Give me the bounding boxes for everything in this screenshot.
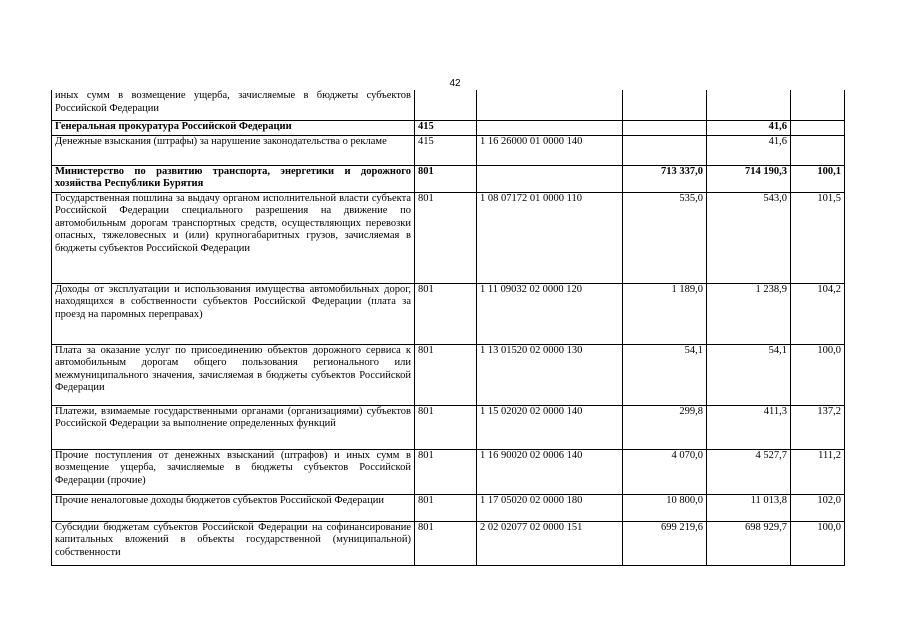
- admin-code-cell: 801: [415, 165, 477, 192]
- execution-percent-cell: 100,0: [791, 521, 845, 565]
- actual-amount-cell: 41,6: [707, 135, 791, 165]
- revenue-name-cell: иных сумм в возмещение ущерба, зачисляемые в бюджеты субъектов Российской Федерации: [52, 90, 415, 120]
- execution-percent-cell: 100,0: [791, 344, 845, 405]
- execution-percent-cell: [791, 135, 845, 165]
- table-row: [52, 344, 845, 405]
- actual-amount-cell: 543,0: [707, 192, 791, 283]
- actual-amount-cell: 4 527,7: [707, 449, 791, 494]
- execution-percent-cell: 101,5: [791, 192, 845, 283]
- budget-classification-code-cell: [477, 120, 623, 135]
- admin-code-cell: 801: [415, 344, 477, 405]
- admin-code-cell: 415: [415, 120, 477, 135]
- planned-amount-cell: 1 189,0: [623, 283, 707, 344]
- admin-code-cell: [415, 90, 477, 120]
- planned-amount-cell: 699 219,6: [623, 521, 707, 565]
- admin-code-cell: 801: [415, 449, 477, 494]
- budget-classification-code-cell: [477, 165, 623, 192]
- admin-code-cell: 801: [415, 283, 477, 344]
- admin-code-cell: 801: [415, 494, 477, 521]
- table-row: [52, 165, 845, 192]
- revenue-name-cell: Генеральная прокуратура Российской Федерации: [52, 120, 415, 135]
- table-row: [52, 521, 845, 565]
- planned-amount-cell: 4 070,0: [623, 449, 707, 494]
- table-row: [52, 135, 845, 165]
- page-number: 42: [449, 78, 461, 89]
- planned-amount-cell: 713 337,0: [623, 165, 707, 192]
- planned-amount-cell: 54,1: [623, 344, 707, 405]
- table-row: [52, 192, 845, 283]
- revenue-name-cell: Прочие поступления от денежных взысканий (штрафов) и иных сумм в возмещение ущерба, зачисляемые в бюджеты субъектов Российской Федерации (прочие): [52, 449, 415, 494]
- budget-revenue-table: [51, 90, 845, 566]
- admin-code-cell: 415: [415, 135, 477, 165]
- revenue-name-cell: Плата за оказание услуг по присоединению объектов дорожного сервиса к автомобильным дорогам общего пользования регионального или межмуниципального значения, зачисляемая в бюджеты субъектов Российской Федерации: [52, 344, 415, 405]
- budget-classification-code-cell: 1 15 02020 02 0000 140: [477, 405, 623, 449]
- execution-percent-cell: 137,2: [791, 405, 845, 449]
- admin-code-cell: 801: [415, 521, 477, 565]
- table-row: [52, 494, 845, 521]
- actual-amount-cell: 698 929,7: [707, 521, 791, 565]
- table-body: [52, 90, 845, 565]
- execution-percent-cell: 100,1: [791, 165, 845, 192]
- table-row: [52, 283, 845, 344]
- execution-percent-cell: 102,0: [791, 494, 845, 521]
- table-row: [52, 120, 845, 135]
- revenue-name-cell: Министерство по развитию транспорта, энергетики и дорожного хозяйства Республики Бурятия: [52, 165, 415, 192]
- budget-classification-code-cell: 1 11 09032 02 0000 120: [477, 283, 623, 344]
- table-row: [52, 405, 845, 449]
- execution-percent-cell: 104,2: [791, 283, 845, 344]
- execution-percent-cell: [791, 120, 845, 135]
- budget-classification-code-cell: 1 16 90020 02 0006 140: [477, 449, 623, 494]
- budget-classification-code-cell: [477, 90, 623, 120]
- budget-classification-code-cell: 1 16 26000 01 0000 140: [477, 135, 623, 165]
- actual-amount-cell: 54,1: [707, 344, 791, 405]
- planned-amount-cell: 10 800,0: [623, 494, 707, 521]
- planned-amount-cell: [623, 90, 707, 120]
- execution-percent-cell: 111,2: [791, 449, 845, 494]
- planned-amount-cell: 535,0: [623, 192, 707, 283]
- revenue-name-cell: Государственная пошлина за выдачу органом исполнительной власти субъекта Российской Федерации специального разрешения на движение по автомобильным дорогам транспортных средств, осуществляющих перевозки опасных, тяжеловесных и (или) крупногабаритных грузов, зачисляемая в бюджеты субъектов Российской Федерации: [52, 192, 415, 283]
- actual-amount-cell: [707, 90, 791, 120]
- revenue-name-cell: Платежи, взимаемые государственными органами (организациями) субъектов Российской Федерации за выполнение определенных функций: [52, 405, 415, 449]
- table-row: [52, 449, 845, 494]
- actual-amount-cell: 714 190,3: [707, 165, 791, 192]
- planned-amount-cell: 299,8: [623, 405, 707, 449]
- budget-classification-code-cell: 2 02 02077 02 0000 151: [477, 521, 623, 565]
- revenue-name-cell: Прочие неналоговые доходы бюджетов субъектов Российской Федерации: [52, 494, 415, 521]
- admin-code-cell: 801: [415, 405, 477, 449]
- budget-classification-code-cell: 1 13 01520 02 0000 130: [477, 344, 623, 405]
- budget-classification-code-cell: 1 08 07172 01 0000 110: [477, 192, 623, 283]
- revenue-name-cell: Денежные взыскания (штрафы) за нарушение законодательства о рекламе: [52, 135, 415, 165]
- admin-code-cell: 801: [415, 192, 477, 283]
- table-row: [52, 90, 845, 120]
- planned-amount-cell: [623, 120, 707, 135]
- actual-amount-cell: 411,3: [707, 405, 791, 449]
- actual-amount-cell: 41,6: [707, 120, 791, 135]
- execution-percent-cell: [791, 90, 845, 120]
- planned-amount-cell: [623, 135, 707, 165]
- actual-amount-cell: 1 238,9: [707, 283, 791, 344]
- budget-classification-code-cell: 1 17 05020 02 0000 180: [477, 494, 623, 521]
- actual-amount-cell: 11 013,8: [707, 494, 791, 521]
- revenue-name-cell: Субсидии бюджетам субъектов Российской Федерации на софинансирование капитальных вложений в объекты государственной (муниципальной) собственности: [52, 521, 415, 565]
- revenue-name-cell: Доходы от эксплуатации и использования имущества автомобильных дорог, находящихся в собственности субъектов Российской Федерации (плата за проезд на паромных переправах): [52, 283, 415, 344]
